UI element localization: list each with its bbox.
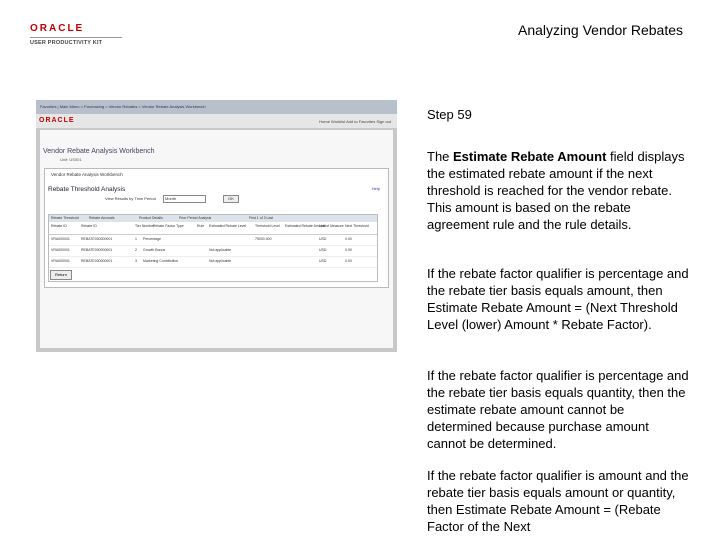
screenshot-top-bar xyxy=(36,100,397,114)
table-cell: 0.00 xyxy=(345,237,352,241)
instruction-paragraph: If the rebate factor qualifier is amount and the rebate tier basis equals amount or quantity, then Estimate Rebate Amount = (Rebate Factor of the Next xyxy=(427,468,689,534)
workbench-subtitle: Unit: US001 xyxy=(60,157,82,162)
menu-breadcrumb[interactable]: Favorites | Main Menu > Purchasing > Vendor Rebates > Vendor Rebate Analysis Workbench xyxy=(40,104,206,109)
instruction-paragraph: If the rebate factor qualifier is percentage and the rebate tier basis equals amount, then Estimate Rebate Amount = (Next Threshold Level (lower) Amount * Rebate Factor). xyxy=(427,266,689,332)
table-cell: REBATE000000001 xyxy=(81,248,113,252)
oracle-upk-logo xyxy=(30,24,122,46)
workbench-area xyxy=(40,130,393,348)
column-header: Rebate ID xyxy=(81,224,97,228)
logo-upk-text: USER PRODUCTIVITY KIT xyxy=(30,37,122,46)
table-cell: USD xyxy=(319,237,327,241)
column-header: Rebate Factor Type xyxy=(153,224,184,228)
grid-tab[interactable]: Rebate Threshold xyxy=(51,216,79,220)
table-cell: REBATE000000001 xyxy=(81,259,113,263)
threshold-grid xyxy=(48,214,378,282)
document-title: Analyzing Vendor Rebates xyxy=(518,22,683,38)
p1-prefix: The xyxy=(427,149,454,164)
grid-header-row xyxy=(49,222,377,235)
grid-tab[interactable]: Prior Period Analysis xyxy=(179,216,212,220)
table-cell: Percentage xyxy=(143,237,161,241)
help-link[interactable]: Help xyxy=(371,186,380,191)
grid-tab[interactable]: Product Details xyxy=(139,216,163,220)
workbench-panel xyxy=(44,168,389,288)
instruction-paragraph xyxy=(427,148,689,233)
table-cell: Not applicable xyxy=(209,259,232,263)
table-cell: Marketing Contribution xyxy=(143,259,179,263)
column-header: Next Threshold xyxy=(345,224,369,228)
period-select[interactable]: Month xyxy=(163,195,206,203)
column-header: Threshold Level xyxy=(255,224,280,228)
ok-button[interactable]: OK xyxy=(223,195,239,203)
table-cell: 0.00 xyxy=(345,248,352,252)
table-cell: 2 xyxy=(135,248,137,252)
instruction-paragraph: If the rebate factor qualifier is percentage and the rebate tier basis equals quantity, then the estimate rebate amount cannot be determined because purchase amount cannot be determined. xyxy=(427,368,689,451)
table-cell: Not applicable xyxy=(209,248,232,252)
utility-links[interactable]: Home Worklist Add to Favorites Sign out xyxy=(319,119,391,124)
period-label: View Results by Time Period xyxy=(105,196,156,201)
table-cell: VRA000001 xyxy=(51,248,70,252)
column-header: Unit of Measure xyxy=(319,224,344,228)
table-row[interactable] xyxy=(49,257,377,268)
table-cell: VRA000001 xyxy=(51,259,70,263)
step-label: Step 59 xyxy=(427,107,472,122)
column-header: Rebate ID xyxy=(51,224,67,228)
period-selector-row xyxy=(105,195,255,202)
column-header: Tier Number xyxy=(135,224,155,228)
table-cell: 3 xyxy=(135,259,137,263)
p1-body: field displays the estimated rebate amount if the next threshold is reached for the vendor rebate. This amount is based on the rebate agreement rule and the rule details. xyxy=(427,149,685,232)
grid-tab-strip xyxy=(49,215,377,222)
table-cell: Growth Bonus xyxy=(143,248,166,252)
application-screenshot xyxy=(36,100,397,352)
field-name: Estimate Rebate Amount xyxy=(453,149,607,164)
table-cell: VRA000001 xyxy=(51,237,70,241)
table-cell: 0.00 xyxy=(345,259,352,263)
logo-oracle-text: ORACLE xyxy=(30,23,85,34)
panel-title: Vendor Rebate Analysis Workbench xyxy=(51,172,123,177)
table-row[interactable] xyxy=(49,246,377,257)
grid-pager[interactable]: First 1 of 3 Last xyxy=(249,216,274,220)
column-header: Estimated Rebate Amount xyxy=(285,224,326,228)
grid-tab[interactable]: Rebate Accruals xyxy=(89,216,115,220)
table-cell: REBATE000000001 xyxy=(81,237,113,241)
screenshot-header xyxy=(36,114,397,128)
column-header: Rule xyxy=(197,224,205,228)
return-button[interactable]: Return xyxy=(50,270,72,280)
column-header: Estimated Rebate Level xyxy=(209,224,247,228)
table-cell: USD xyxy=(319,259,327,263)
workbench-title: Vendor Rebate Analysis Workbench xyxy=(43,148,155,155)
screenshot-oracle-logo: ORACLE xyxy=(39,117,75,124)
table-cell: 1 xyxy=(135,237,137,241)
table-cell: USD xyxy=(319,248,327,252)
table-cell: 75000.000 xyxy=(255,237,272,241)
rebate-threshold-title: Rebate Threshold Analysis xyxy=(48,186,126,193)
table-row[interactable] xyxy=(49,235,377,246)
